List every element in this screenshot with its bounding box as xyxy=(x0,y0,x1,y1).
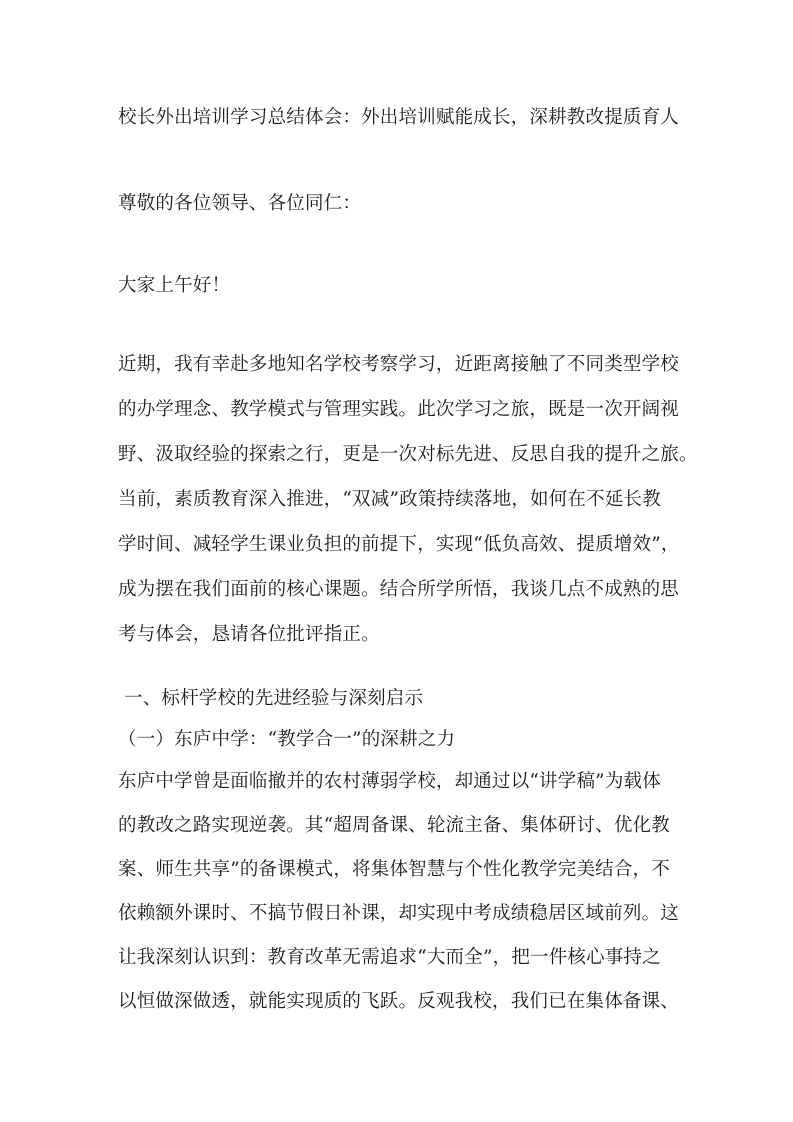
body-line: 案、师生共享”的备课模式，将集体智慧与个性化教学完美结合，不 xyxy=(118,859,670,880)
intro-line: 近期，我有幸赴多地知名学校考察学习，近距离接触了不同类型学校 xyxy=(118,354,680,375)
document-title: 校长外出培训学习总结体会：外出培训赋能成长，深耕教改提质育人 xyxy=(118,107,680,128)
intro-line: 的办学理念、教学模式与管理实践。此次学习之旅，既是一次开阔视 xyxy=(118,399,680,420)
body-line: 的教改之路实现逆袭。其“超周备课、轮流主备、集体研讨、优化教 xyxy=(118,815,670,836)
intro-line: 学时间、减轻学生课业负担的前提下，实现“低负高效、提质增效”， xyxy=(118,534,680,555)
section-heading: 一、标杆学校的先进经验与深刻启示 xyxy=(124,688,424,709)
body-line: 东庐中学曾是面临撤并的农村薄弱学校，却通过以“讲学稿”为载体 xyxy=(118,771,661,792)
intro-line: 野、汲取经验的探索之行，更是一次对标先进、反思自我的提升之旅。 xyxy=(118,444,698,465)
intro-line: 考与体会，恳请各位批评指正。 xyxy=(118,624,380,645)
body-line: 依赖额外课时、不搞节假日补课，却实现中考成绩稳居区域前列。这 xyxy=(118,903,680,924)
salutation: 尊敬的各位领导、各位同仁： xyxy=(118,193,362,214)
body-line: 以恒做深做透，就能实现质的飞跃。反观我校，我们已在集体备课、 xyxy=(118,991,680,1012)
subsection-heading: （一）东庐中学：“教学合一”的深耕之力 xyxy=(118,729,456,750)
greeting: 大家上午好！ xyxy=(118,275,231,296)
intro-line: 成为摆在我们面前的核心课题。结合所学所悟，我谈几点不成熟的思 xyxy=(118,579,680,600)
intro-line: 当前，素质教育深入推进，“双减”政策持续落地，如何在不延长教 xyxy=(118,489,661,510)
body-line: 让我深刻认识到：教育改革无需追求“大而全”，把一件核心事持之 xyxy=(118,947,661,968)
